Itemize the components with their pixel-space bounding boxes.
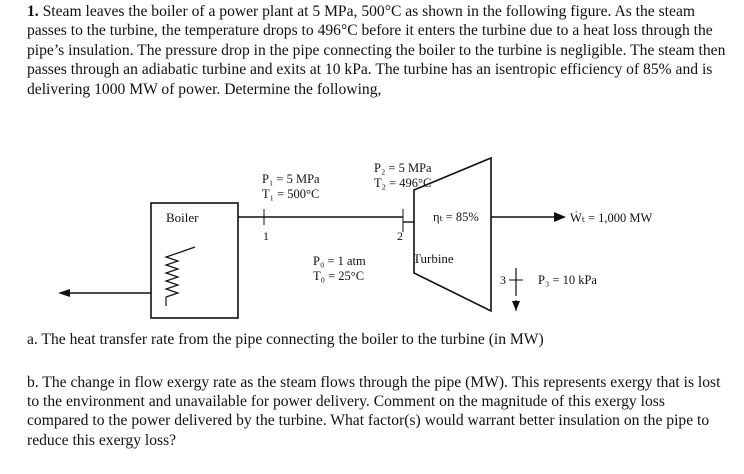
turbine-label: Turbine <box>413 251 454 266</box>
exit-pressure: P₃ = 10 kPa <box>538 273 597 287</box>
state1-temperature: T₁ = 500°C <box>262 187 320 201</box>
power-arrow-icon <box>554 212 566 222</box>
state2-pressure: P₂ = 5 MPa <box>374 161 432 175</box>
node-3-label: 3 <box>500 273 506 287</box>
heating-coil-icon <box>166 253 178 297</box>
boiler-label: Boiler <box>166 210 199 225</box>
turbine-efficiency: ηₜ = 85% <box>433 210 479 224</box>
problem-number: 1. <box>27 3 39 20</box>
state1-pressure: P₁ = 5 MPa <box>262 172 320 186</box>
state2-temperature: T₂ = 496°C <box>374 176 432 190</box>
ambient-temperature: T₀ = 25°C <box>313 269 365 283</box>
ambient-pressure: P₀ = 1 atm <box>313 254 366 268</box>
question-b: b. The change in flow exergy rate as the steam flows through the pipe (MW). This represents exergy that is lost to the environment and unavailable for power delivery. Comment on the magnitude of this exergy loss compared to the power delivered by the turbine. What factor(s) would warrant better insulation on the pipe to reduce this exergy loss? <box>27 374 721 449</box>
node-1-label: 1 <box>263 229 269 243</box>
node-2-label: 2 <box>397 229 403 243</box>
question-a: a. The heat transfer rate from the pipe connecting the boiler to the turbine (in MW) <box>27 331 544 348</box>
turbine-power: Ẇₜ = 1,000 MW <box>570 211 653 225</box>
problem-text: Steam leaves the boiler of a power plant at 5 MPa, 500°C as shown in the following figure. As the steam passes to the turbine, the temperature drops to 496°C before it enters the turbine due to a heat loss through the pipe’s insulation. The pressure drop in the pipe connecting the boiler to the turbine is negligible. The steam then passes through an adiabatic turbine and exits at 10 kPa. The turbine has an isentropic efficiency of 85% and is delivering 1000 MW of power. Determine the following, <box>27 3 726 98</box>
feed-arrow-icon <box>58 289 70 297</box>
exit-arrow-icon <box>512 301 520 311</box>
